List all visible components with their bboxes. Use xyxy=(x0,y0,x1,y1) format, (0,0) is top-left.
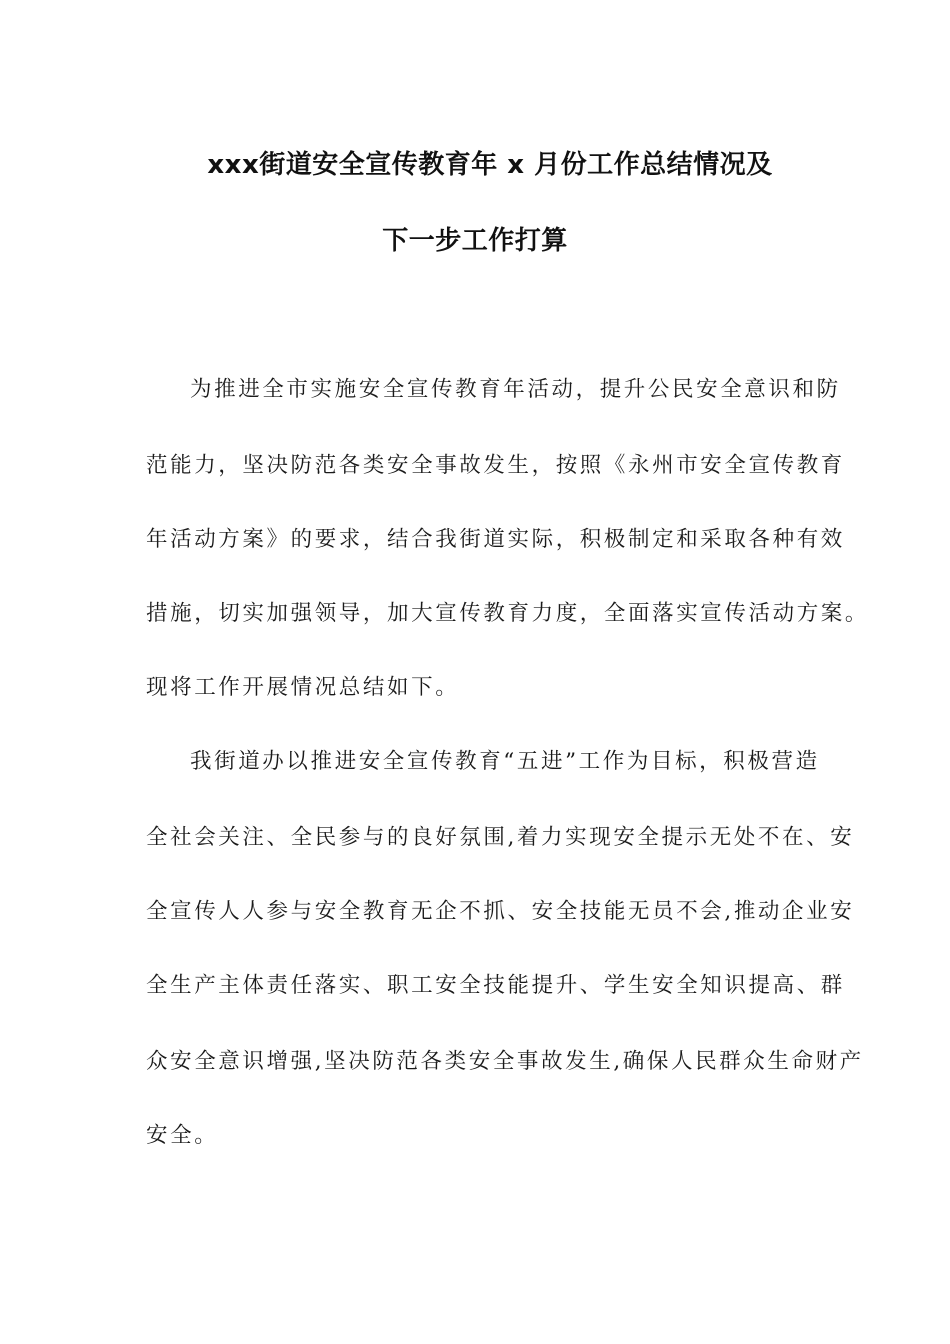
paragraph-1-line-2: 范能力，坚决防范各类安全事故发生，按照《永州市安全宣传教育 xyxy=(146,453,845,478)
document-title-line-2: 下一步工作打算 xyxy=(382,226,568,256)
paragraph-2-line-5: 众安全意识增强,坚决防范各类安全事故发生,确保人民群众生命财产 xyxy=(146,1049,864,1074)
paragraph-2-line-2: 全社会关注、全民参与的良好氛围,着力实现安全提示无处不在、安 xyxy=(146,825,855,850)
paragraph-1-line-1: 为推进全市实施安全宣传教育年活动，提升公民安全意识和防 xyxy=(190,377,841,402)
paragraph-2-line-4: 全生产主体责任落实、职工安全技能提升、学生安全知识提高、群 xyxy=(146,973,845,998)
paragraph-2-line-1: 我街道办以推进安全宣传教育“五进”工作为目标，积极营造 xyxy=(190,749,820,774)
paragraph-1-line-4: 措施，切实加强领导，加大宣传教育力度，全面落实宣传活动方案。 xyxy=(146,601,870,626)
paragraph-1-line-5: 现将工作开展情况总结如下。 xyxy=(146,675,460,700)
document-title-line-1: xxx街道安全宣传教育年 x 月份工作总结情况及 xyxy=(207,150,773,180)
paragraph-2-line-3: 全宣传人人参与安全教育无企不抓、安全技能无员不会,推动企业安 xyxy=(146,899,855,924)
paragraph-1-line-3: 年活动方案》的要求，结合我街道实际，积极制定和采取各种有效 xyxy=(146,527,845,552)
paragraph-2-line-6: 安全。 xyxy=(146,1123,219,1148)
